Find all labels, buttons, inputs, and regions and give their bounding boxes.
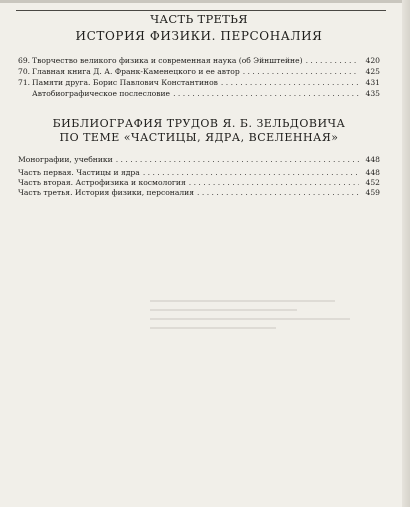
entry-page: 435 — [365, 89, 380, 98]
entry-text: Памяти друга. Борис Павлович Константинов — [32, 78, 218, 87]
entry-text: Автобиографическое послесловие — [32, 89, 171, 98]
entry-page: 420 — [365, 56, 380, 65]
entry-text: Часть вторая. Астрофизика и космология — [18, 178, 186, 187]
show-through-text — [150, 300, 360, 370]
toc-entry — [18, 188, 380, 198]
entry-number: 71. — [18, 78, 31, 87]
entry-page: 425 — [365, 67, 380, 76]
entry-page: 448 — [365, 168, 380, 177]
toc-entry — [18, 77, 380, 88]
leader-dots — [197, 188, 359, 198]
entry-page: 452 — [365, 178, 380, 187]
entry-page: 459 — [365, 188, 380, 197]
bibliography-toc — [18, 155, 380, 198]
toc-entry — [18, 55, 380, 66]
bibliography-section — [18, 117, 380, 198]
page-top-edge — [0, 0, 410, 3]
entry-text: Часть третья. История физики, персоналия — [18, 188, 195, 197]
leader-dots — [306, 55, 359, 66]
bibliography-title-line2: ПО ТЕМЕ «ЧАСТИЦЫ, ЯДРА, ВСЕЛЕННАЯ» — [59, 131, 339, 144]
bibliography-title-line1: БИБЛИОГРАФИЯ ТРУДОВ Я. Б. ЗЕЛЬДОВИЧА — [52, 117, 346, 130]
toc-entry — [18, 88, 380, 99]
leader-dots — [243, 66, 359, 77]
toc-entry — [18, 168, 380, 178]
part-heading: ЧАСТЬ ТРЕТЬЯ — [150, 12, 248, 26]
toc-entry — [18, 178, 380, 188]
leader-dots — [143, 168, 359, 178]
leader-dots — [189, 178, 359, 188]
entry-page: 431 — [365, 78, 380, 87]
toc-entry — [18, 155, 380, 165]
part-title: ИСТОРИЯ ФИЗИКИ. ПЕРСОНАЛИЯ — [75, 29, 323, 43]
toc-page — [18, 12, 380, 198]
part3-toc — [18, 55, 380, 99]
entry-text: Творчество великого физика и современная наука (об Эйнштейне) — [32, 56, 303, 65]
entry-page: 448 — [365, 155, 380, 164]
leader-dots — [173, 88, 359, 99]
page-right-edge — [402, 0, 410, 507]
header-rule — [16, 10, 386, 11]
leader-dots — [116, 155, 359, 165]
toc-entry — [18, 66, 380, 77]
part3-section — [18, 12, 380, 99]
entry-number: 69. — [18, 56, 31, 65]
entry-number: 70. — [18, 67, 31, 76]
entry-text: Монографии, учебники — [18, 155, 113, 164]
entry-text: Часть первая. Частицы и ядра — [18, 168, 140, 177]
entry-text: Главная книга Д. А. Франк-Каменецкого и ее автор — [32, 67, 240, 76]
leader-dots — [221, 77, 359, 88]
